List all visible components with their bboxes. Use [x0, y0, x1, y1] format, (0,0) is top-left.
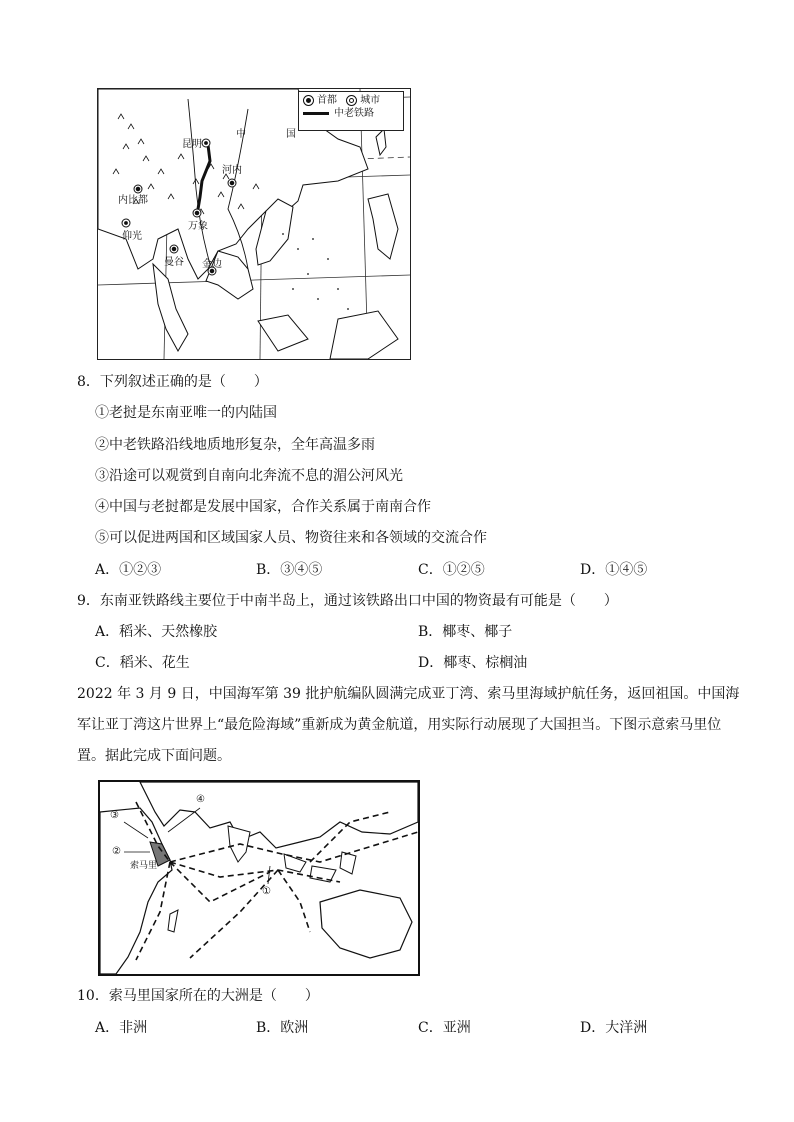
- map-label-kunming: 昆明: [182, 139, 202, 150]
- map-label-hanoi: 河内: [222, 165, 242, 176]
- map2-label-4: ④: [196, 794, 205, 805]
- q10-option-a[interactable]: A．非洲: [95, 1020, 148, 1036]
- map2-label-somalia: 索马里: [130, 861, 158, 871]
- map-label-china-1: 中: [236, 129, 246, 140]
- q8-option-d[interactable]: D．①④⑤: [580, 562, 648, 578]
- legend-railway-label: 中老铁路: [334, 108, 374, 119]
- q8-option-a[interactable]: A．①②③: [95, 562, 162, 578]
- q8-statement-5: ⑤可以促进两国和区域国家人员、物资往来和各领域的交流合作: [95, 530, 487, 546]
- map-label-naypyidaw: 内比都: [118, 195, 148, 206]
- legend-city-label: 城市: [360, 95, 381, 106]
- q8-statement-4: ④中国与老挝都是发展中国家，合作关系属于南南合作: [95, 499, 431, 515]
- map2-label-1: ①: [262, 886, 271, 897]
- capital-icon: [303, 95, 314, 106]
- q10-stem: 10．索马里国家所在的大洲是（ ）: [77, 988, 319, 1004]
- legend-capital-label: 首都: [317, 95, 337, 106]
- map-label-china-2: 国: [286, 129, 296, 140]
- q9-option-d[interactable]: D．椰枣、棕榈油: [418, 655, 528, 671]
- q9-option-c[interactable]: C．稻米、花生: [95, 655, 190, 671]
- map-label-bangkok: 曼谷: [164, 257, 184, 268]
- q10-option-c[interactable]: C．亚洲: [418, 1020, 471, 1036]
- legend-row-railway: [303, 107, 399, 120]
- q10-option-d[interactable]: D．大洋洲: [580, 1020, 648, 1036]
- q8-statement-2: ②中老铁路沿线地质地形复杂，全年高温多雨: [95, 437, 375, 453]
- somalia-location-map: [98, 780, 420, 976]
- q8-statement-1: ①老挝是东南亚唯一的内陆国: [95, 405, 277, 421]
- city-icon: [346, 95, 357, 106]
- map2-label-3: ③: [110, 810, 119, 821]
- q8-option-c[interactable]: C．①②⑤: [418, 562, 485, 578]
- map-legend: [298, 91, 404, 131]
- china-laos-railway-map: [97, 88, 411, 360]
- map-label-vientiane: 万象: [188, 221, 208, 232]
- passage-line-2: 军让亚丁湾这片世界上“最危险海域”重新成为黄金航道，用实际行动展现了大国担当。下图示意索马里位: [77, 717, 722, 733]
- q9-option-a[interactable]: A．稻米、天然橡胶: [95, 624, 218, 640]
- map2-graphic: [100, 782, 418, 974]
- map-label-yangon: 仰光: [122, 231, 142, 242]
- q10-option-b[interactable]: B．欧洲: [256, 1020, 309, 1036]
- legend-row-capital-city: [303, 94, 399, 107]
- passage-line-1: 2022 年 3 月 9 日，中国海军第 39 批护航编队圆满完成亚丁湾、索马里海域护航任务，返回祖国。中国海: [77, 686, 740, 702]
- passage-line-3: 置。据此完成下面问题。: [77, 748, 231, 764]
- q9-option-b[interactable]: B．椰枣、椰子: [418, 624, 513, 640]
- map-label-phnom-penh: 金边: [202, 259, 222, 270]
- map2-label-2: ②: [112, 846, 121, 857]
- railway-icon: [303, 112, 329, 115]
- q8-statement-3: ③沿途可以观赏到自南向北奔流不息的湄公河风光: [95, 468, 403, 484]
- q8-option-b[interactable]: B．③④⑤: [256, 562, 323, 578]
- q8-stem: 8．下列叙述正确的是（ ）: [77, 374, 268, 390]
- q9-stem: 9．东南亚铁路线主要位于中南半岛上，通过该铁路出口中国的物资最有可能是（ ）: [77, 593, 618, 609]
